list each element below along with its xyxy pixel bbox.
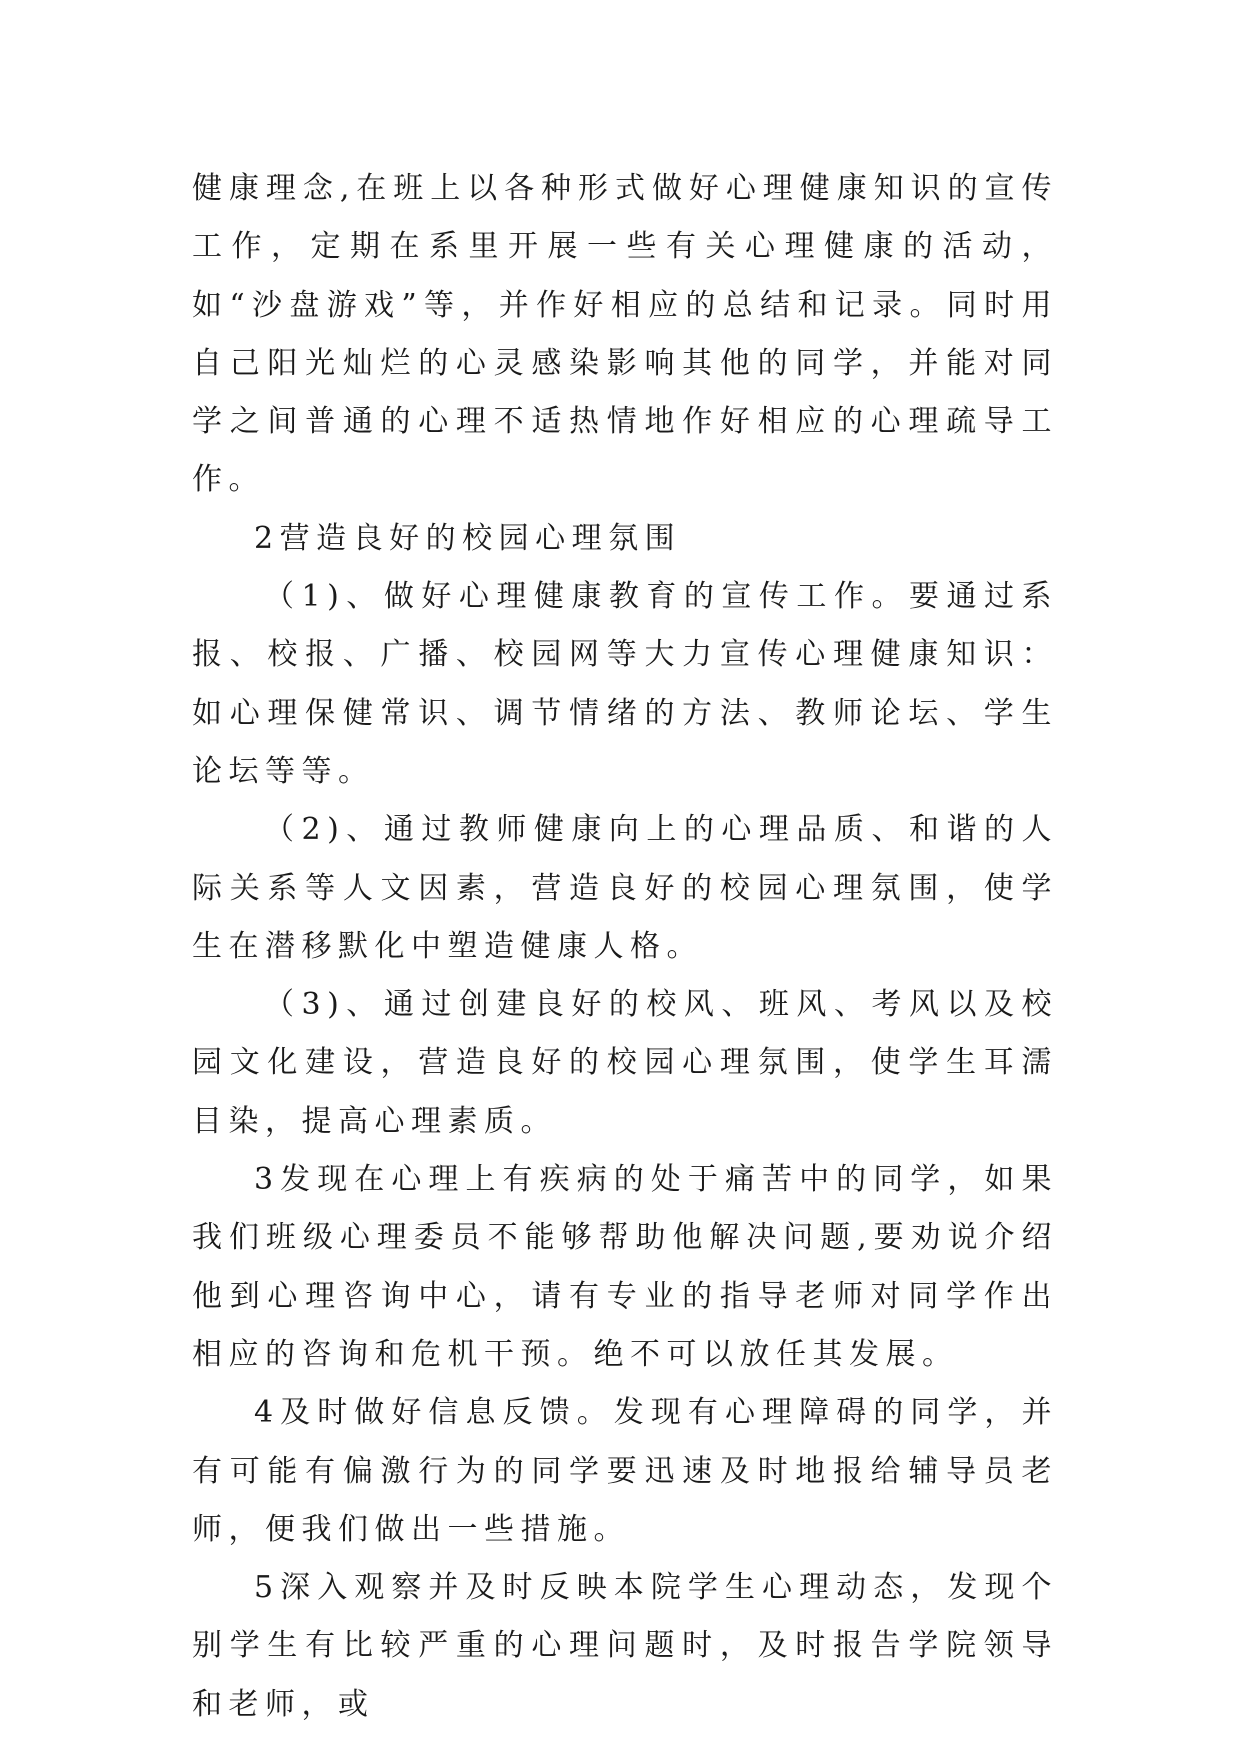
- paragraph-item-2: 2营造良好的校园心理氛围: [254, 520, 682, 556]
- document-body: [192, 160, 1058, 1734]
- paragraph-item-3: 3发现在心理上有疾病的处于痛苦中的同学，如果我们班级心理委员不能够帮助他解决问题,要劝说介绍他到心理咨询中心，请有专业的指导老师对同学作出相应的咨询和危机干预。绝不可以放任其发展。: [192, 1162, 1058, 1372]
- paragraph-subitem-2: （2)、通过教师健康向上的心理品质、和谐的人际关系等人文因素，营造良好的校园心理氛围，使学生在潜移默化中塑造健康人格。: [192, 812, 1058, 964]
- paragraph-item-4: 4及时做好信息反馈。发现有心理障碍的同学，并有可能有偏激行为的同学要迅速及时地报给辅导员老师，便我们做出一些措施。: [192, 1395, 1058, 1547]
- paragraph-continuation: 健康理念,在班上以各种形式做好心理健康知识的宣传工作，定期在系里开展一些有关心理健康的活动，如“沙盘游戏”等，并作好相应的总结和记录。同时用自己阳光灿烂的心灵感染影响其他的同学，并能对同学之间普通的心理不适热情地作好相应的心理疏导工作。: [192, 171, 1058, 498]
- paragraph-subitem-1: （1)、做好心理健康教育的宣传工作。要通过系报、校报、广播、校园网等大力宣传心理健康知识：如心理保健常识、调节情绪的方法、教师论坛、学生论坛等等。: [192, 579, 1058, 789]
- paragraph-item-5: 5深入观察并及时反映本院学生心理动态，发现个别学生有比较严重的心理问题时，及时报告学院领导和老师，或: [192, 1570, 1058, 1722]
- paragraph-subitem-3: （3)、通过创建良好的校风、班风、考风以及校园文化建设，营造良好的校园心理氛围，使学生耳濡目染，提高心理素质。: [192, 987, 1058, 1139]
